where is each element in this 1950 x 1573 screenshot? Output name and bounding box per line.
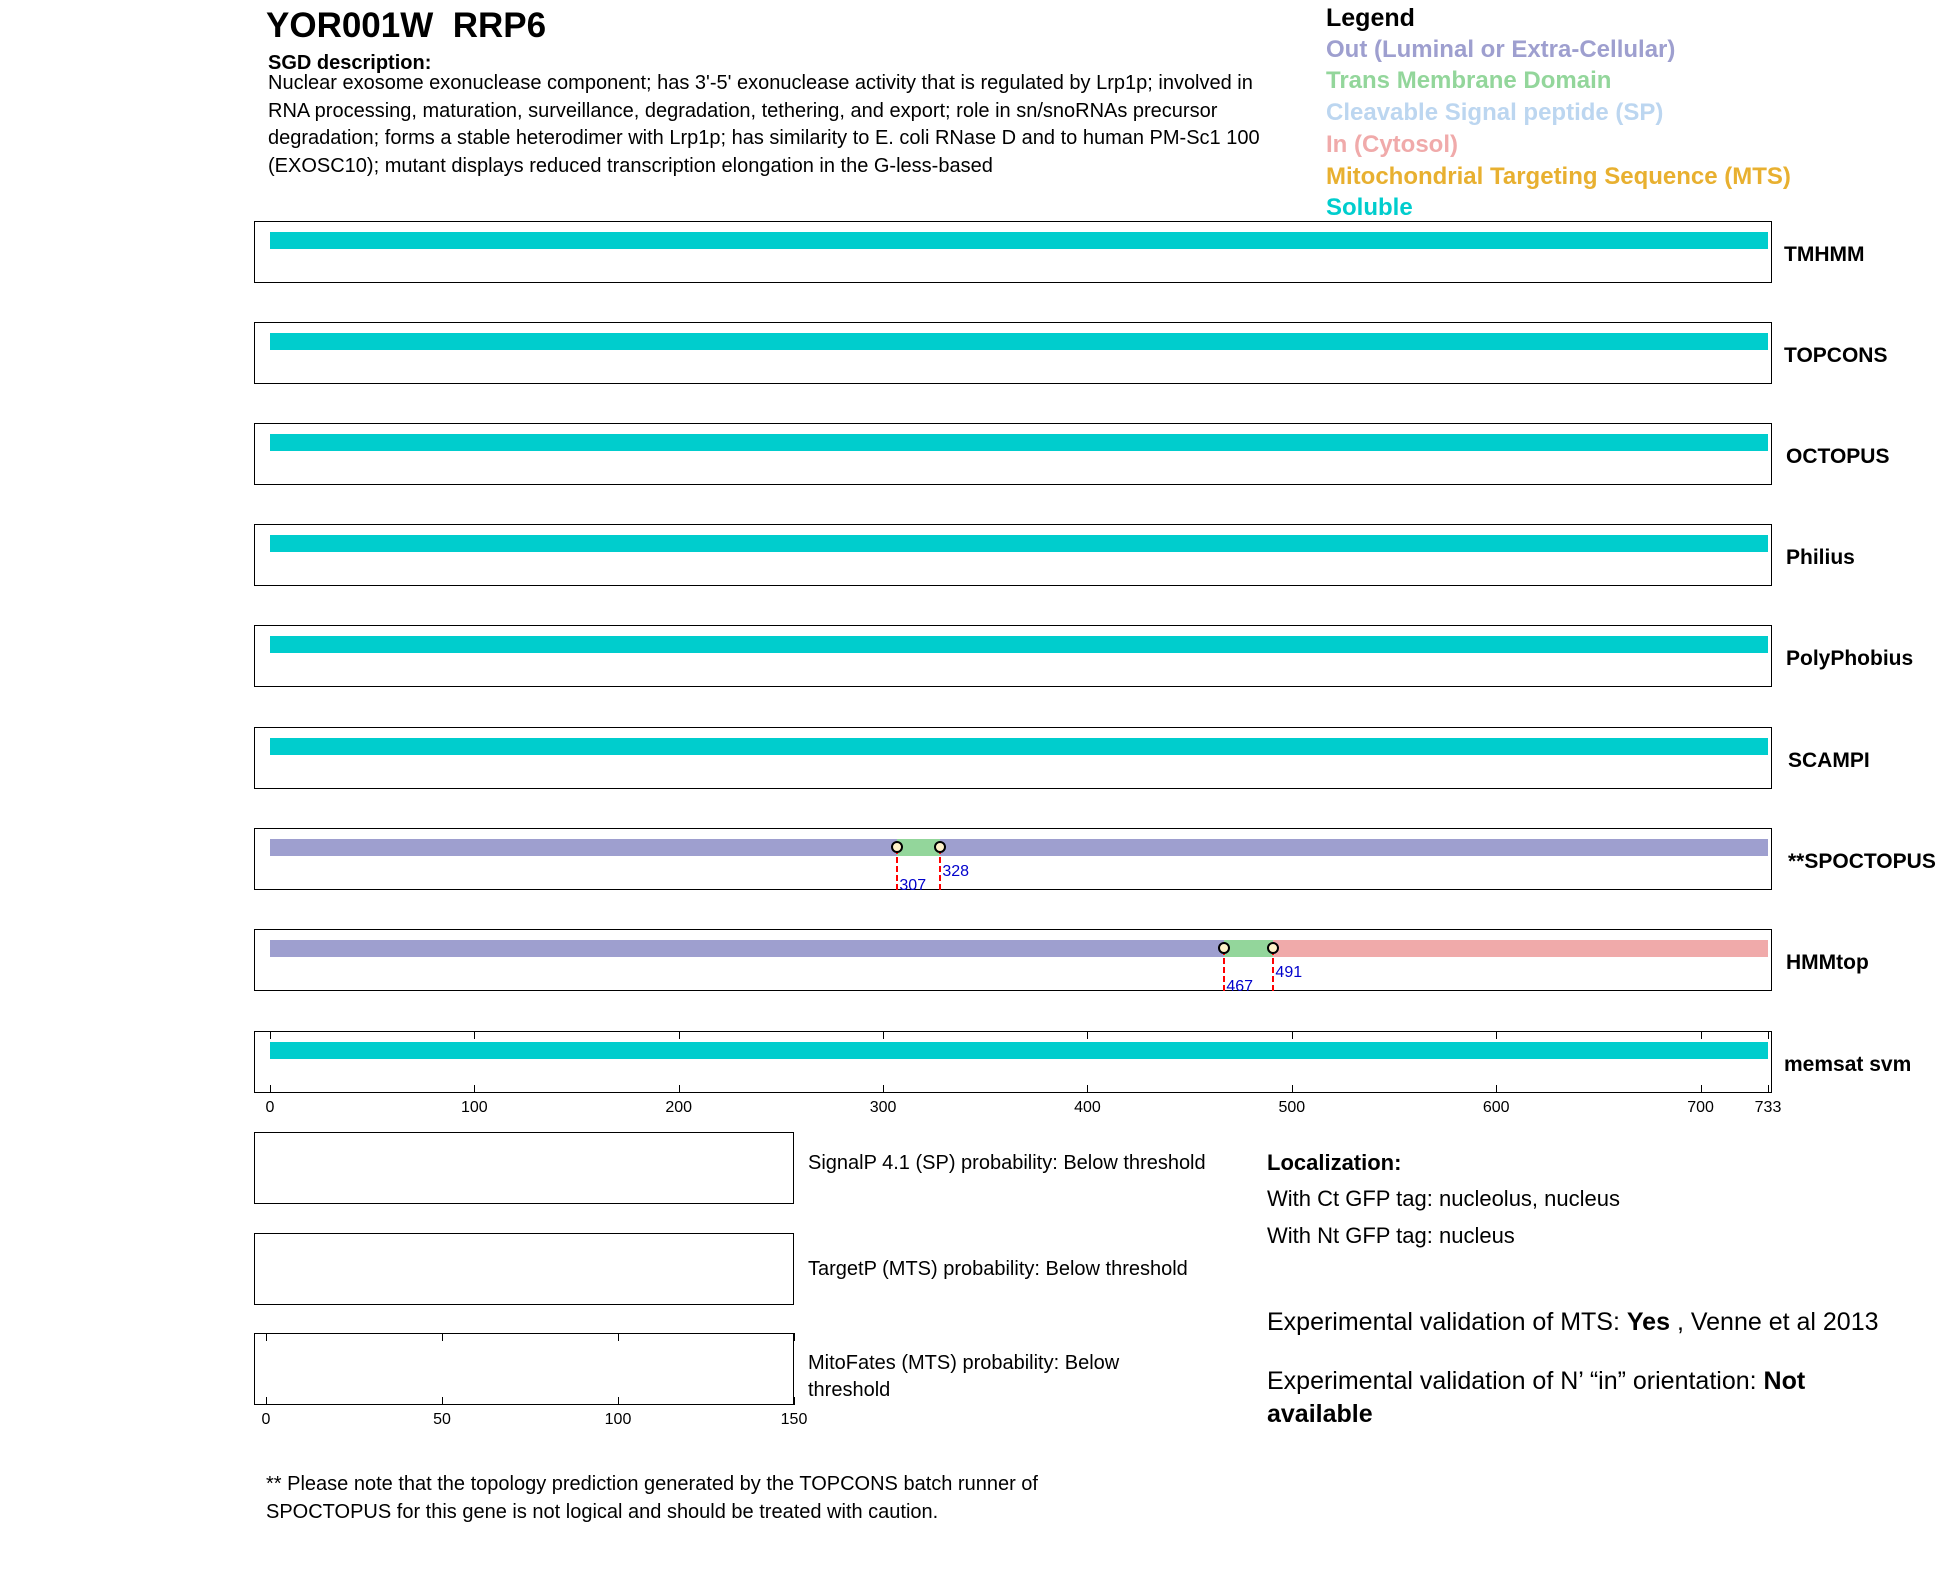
axis-tick-label: 700: [1687, 1099, 1714, 1116]
localization-ct: With Ct GFP tag: nucleolus, nucleus: [1267, 1186, 1620, 1211]
axis-tick-label: 100: [461, 1099, 488, 1116]
description-text: Nuclear exosome exonuclease component; has 3'-5' exonuclease activity that is regulated by Lrp1p; involved in RNA processing, maturation, surveillance, degradation, tethering, and export; role in sn/snoRNAs precursor degradation; forms a stable heterodimer with Lrp1p; has similarity to E. coli RNase D and to human PM-Sc1 100 (EXOSC10); mutant displays reduced transcription elongation in the G-less-based: [268, 72, 1260, 177]
segment-soluble: [270, 738, 1768, 755]
axis-tick: [883, 1031, 884, 1039]
small-axis-tick: [266, 1397, 267, 1405]
axis-tick: [679, 1085, 680, 1093]
small-axis-tick-label: 150: [780, 1411, 808, 1428]
segment-out: [940, 839, 1768, 856]
mitofates-plot: [254, 1333, 794, 1405]
mts-validation-prefix: Experimental validation of MTS:: [1267, 1308, 1627, 1336]
targetp-label: TargetP (MTS) probability: Below threshold: [808, 1258, 1188, 1280]
small-axis-tick: [442, 1333, 443, 1341]
track-frame: [254, 524, 1772, 586]
legend-item: Soluble: [1326, 194, 1413, 221]
legend-item: Out (Luminal or Extra-Cellular): [1326, 36, 1676, 63]
boundary-position-label: 491: [1275, 964, 1303, 981]
track-label: SCAMPI: [1788, 749, 1870, 772]
axis-tick: [1087, 1031, 1088, 1039]
segment-tm: [1224, 940, 1273, 957]
segment-soluble: [270, 333, 1768, 350]
axis-tick-label: 600: [1482, 1099, 1510, 1116]
legend-item: Cleavable Signal peptide (SP): [1326, 99, 1664, 126]
segment-soluble: [270, 535, 1768, 552]
track-label: Philius: [1786, 546, 1855, 569]
segment-out: [270, 940, 1224, 957]
axis-tick: [1496, 1085, 1497, 1093]
track-label: TOPCONS: [1784, 344, 1888, 367]
axis-tick: [1496, 1031, 1497, 1039]
boundary-position-label: 328: [942, 863, 970, 880]
track-frame: [254, 929, 1772, 991]
small-axis-tick-label: 100: [604, 1411, 632, 1428]
axis-tick: [1701, 1031, 1702, 1039]
axis-tick: [474, 1085, 475, 1093]
axis-tick: [1292, 1031, 1293, 1039]
small-axis-tick: [794, 1397, 795, 1405]
description-heading: SGD description:: [268, 52, 432, 74]
small-axis-tick: [618, 1397, 619, 1405]
legend-item: In (Cytosol): [1326, 131, 1458, 158]
track-frame: [254, 727, 1772, 789]
track-frame: [254, 625, 1772, 687]
track-label: OCTOPUS: [1786, 445, 1890, 468]
segment-out: [270, 839, 897, 856]
axis-tick: [679, 1031, 680, 1039]
small-axis-tick: [794, 1333, 795, 1341]
segment-soluble: [270, 232, 1768, 249]
segment-soluble: [270, 636, 1768, 653]
segment-in: [1273, 940, 1768, 957]
axis-tick: [1087, 1085, 1088, 1093]
small-axis-tick: [442, 1397, 443, 1405]
gene-id: YOR001W: [266, 6, 434, 45]
axis-tick: [1768, 1031, 1769, 1039]
axis-tick: [1292, 1085, 1293, 1093]
orientation-validation-value: Not available: [1267, 1367, 1806, 1428]
mts-validation-source: , Venne et al 2013: [1670, 1308, 1879, 1336]
axis-tick: [1701, 1085, 1702, 1093]
track-label: memsat svm: [1784, 1053, 1912, 1076]
axis-tick-label: 400: [1074, 1099, 1101, 1116]
track-label: **SPOCTOPUS: [1788, 850, 1936, 873]
segment-soluble: [270, 434, 1768, 451]
axis-tick-label: 733: [1754, 1099, 1782, 1116]
axis-tick-label: 300: [869, 1099, 897, 1116]
boundary-line: [1272, 949, 1274, 991]
track-frame: [254, 322, 1772, 384]
axis-tick-label: 500: [1278, 1099, 1306, 1116]
legend-title: Legend: [1326, 4, 1415, 32]
axis-tick-label: 200: [665, 1099, 693, 1116]
track-label: TMHMM: [1784, 243, 1865, 266]
targetp-plot: [254, 1233, 794, 1305]
axis-tick: [270, 1085, 271, 1093]
axis-tick: [883, 1085, 884, 1093]
track-frame: [254, 828, 1772, 890]
axis-tick-label: 0: [265, 1099, 275, 1116]
gene-name: RRP6: [452, 6, 547, 45]
mts-validation: [1267, 1306, 1879, 1339]
small-axis-tick: [266, 1333, 267, 1341]
track-label: HMMtop: [1786, 951, 1869, 974]
localization-nt: With Nt GFP tag: nucleus: [1267, 1223, 1515, 1248]
boundary-line: [1223, 949, 1225, 991]
orientation-validation-prefix: Experimental validation of N’ “in” orientation:: [1267, 1367, 1764, 1395]
segment-soluble: [270, 1042, 1768, 1059]
boundary-line: [896, 848, 898, 890]
orientation-validation: [1267, 1365, 1867, 1431]
boundary-line: [939, 848, 941, 890]
small-axis-tick-label: 0: [261, 1411, 271, 1428]
small-axis-tick: [618, 1333, 619, 1341]
track-frame: [254, 1031, 1772, 1093]
signalp-label: SignalP 4.1 (SP) probability: Below threshold: [808, 1152, 1206, 1174]
legend-item: Trans Membrane Domain: [1326, 67, 1612, 94]
mitofates-label: MitoFates (MTS) probability: Below threshold: [808, 1352, 1120, 1401]
track-frame: [254, 423, 1772, 485]
localization-heading: Localization:: [1267, 1150, 1402, 1175]
legend-item: Mitochondrial Targeting Sequence (MTS): [1326, 163, 1791, 190]
boundary-position-label: 467: [1226, 978, 1254, 995]
signalp-plot: [254, 1132, 794, 1204]
gene-title: [266, 6, 546, 46]
small-axis-tick-label: 50: [433, 1411, 451, 1428]
track-frame: [254, 221, 1772, 283]
axis-tick: [1768, 1085, 1769, 1093]
boundary-position-label: 307: [899, 877, 927, 894]
mts-validation-value: Yes: [1626, 1308, 1670, 1336]
axis-tick: [270, 1031, 271, 1039]
track-label: PolyPhobius: [1786, 647, 1914, 670]
axis-tick: [474, 1031, 475, 1039]
footnote: ** Please note that the topology prediction generated by the TOPCONS batch runner of SPOCTOPUS for this gene is not logical and should be treated with caution.: [266, 1473, 1038, 1523]
